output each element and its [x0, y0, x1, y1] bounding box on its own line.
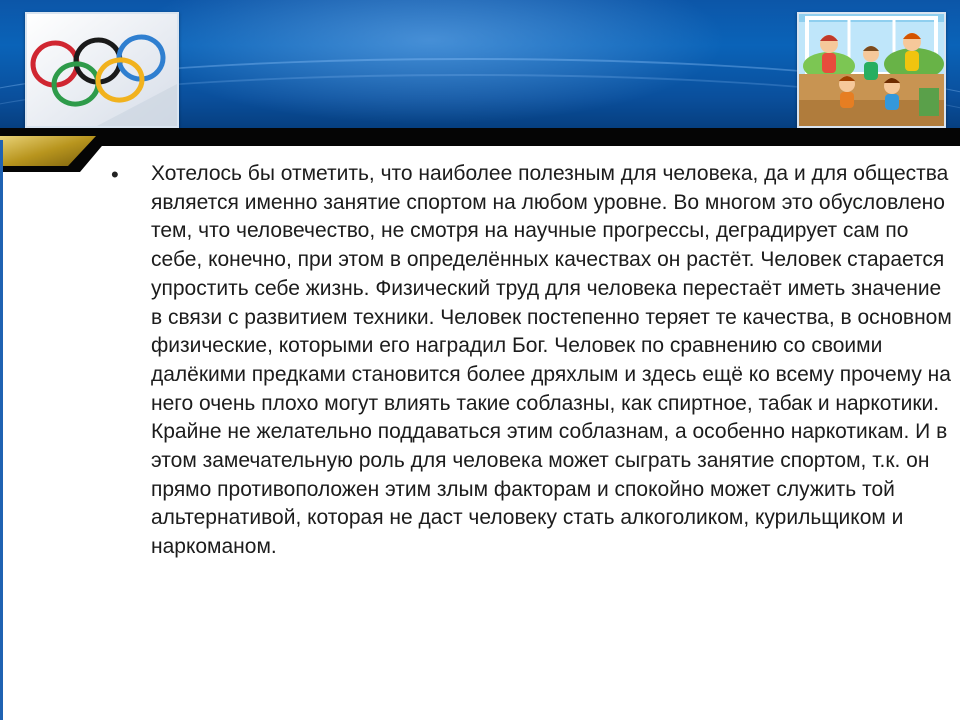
content-area [111, 160, 956, 562]
gold-accent-tab [0, 134, 112, 174]
olympic-rings-icon [27, 14, 177, 126]
children-playing-illustration [799, 14, 944, 126]
body-paragraph: Хотелось бы отметить, что наиболее полезным для человека, да и для общества является именно занятие спортом на любом уровне. Во многом это обусловлено тем, что человечество, не смотря на научные прогрессы, деградирует сам по себе, конечно, при этом в определённых качествах он растёт. Человек старается упростить себе жизнь. Физический труд для человека перестаёт иметь значение в связи с развитием техники. Человек постепенно теряет те качества, в основном физические, которыми его наградил Бог. Человек по сравнению со своими далёкими предками становится более дряхлым и здесь ещё ко всему прочему на него очень плохо могут влиять такие соблазны, как спиртное, табак и наркотики. Крайне не желательно поддаваться этим соблазнам, а особенно наркотикам. И в этом замечательную роль для человека может сыграть занятие спортом, т.к. он прямо противоположен этим злым факторам и спокойно может служить той альтернативой, которая не даст человеку стать алкоголиком, курильщиком и наркоманом. [151, 162, 952, 559]
olympic-rings-image [25, 12, 179, 128]
header-divider-bar [0, 128, 960, 146]
bullet-marker: • [111, 162, 119, 187]
left-edge-stripe [0, 140, 3, 720]
children-playing-image [797, 12, 946, 128]
